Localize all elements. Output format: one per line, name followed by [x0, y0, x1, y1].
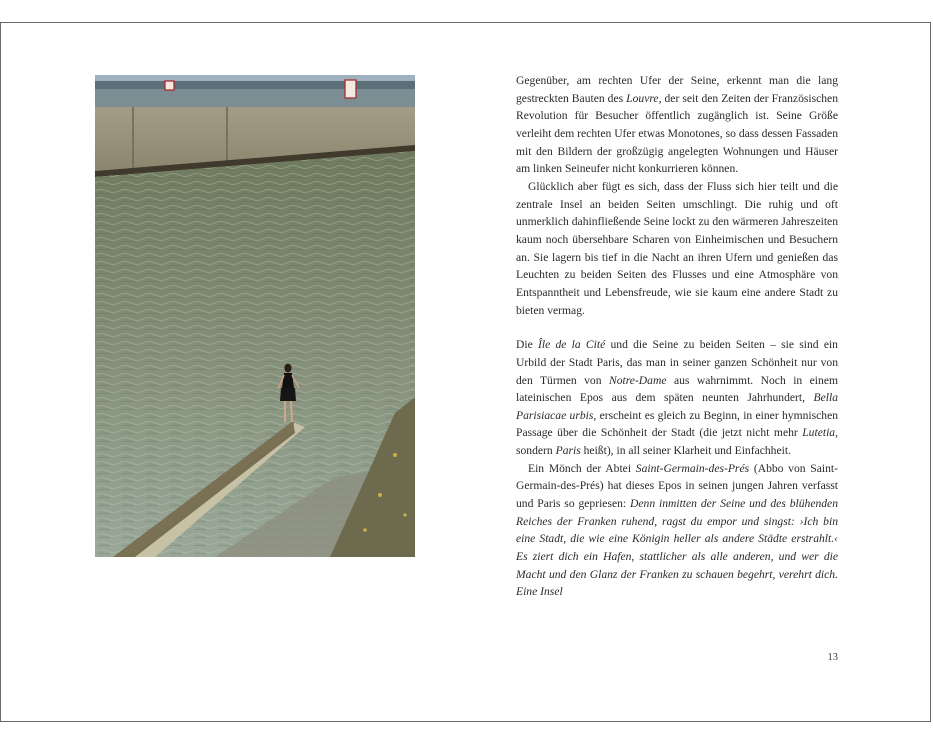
italic-text: Notre-Dame: [608, 373, 667, 387]
page-number: 13: [827, 652, 838, 663]
paragraph: Die Île de la Cité und die Seine zu beiden Seiten – sie sind ein Urbild der Stadt Paris, das man in seiner ganzen Schönheit nur von den Türmen von Notre-Dame aus wahrnimmt. Noch in einem lateinischen Epos aus dem späten neunten Jahrhundert, Bella Parisiacae urbis, erscheint es gleich zu Beginn, in einer hymnischen Passage über die Schönheit der Stadt (die jetzt nicht mehr Lutetia, sondern Paris heißt), in all seiner Klarheit und Einfachheit.: [516, 338, 839, 458]
italic-text: Louvre: [626, 91, 659, 105]
italic-text: Bella Parisiacae urbis: [516, 391, 838, 422]
italic-text: Île de la Cité: [537, 338, 606, 352]
paragraph: Glücklich aber fügt es sich, dass der Fluss sich hier teilt und die zentrale Insel an beiden Seiten umschlingt. Die ruhig und oft unmerklich dahinfließende Seine lockt zu den wärmeren Jahreszeiten kaum noch übersehbare Scharen von Einheimischen und Besuchern an. Sie lagern bis tief in die Nacht an ihren Ufern und genießen das Leuchten zu beiden Seiten des Flusses und eine Atmosphäre von Entspanntheit und Lebensfreude, wie sie kaum eine andere Stadt zu bieten vermag.: [516, 179, 838, 317]
photo-seine-quay: [95, 75, 415, 557]
italic-text: Lutetia: [802, 426, 836, 440]
paragraph: Gegenüber, am rechten Ufer der Seine, erkennt man die lang gestreckten Bauten des Louvre, der seit den Zeiten der Französischen Revolution für Besucher öffentlich zugänglich ist. Seine Größe verleiht dem rechten Ufer etwas Monotones, so dass dessen Fassaden mit den Bildern der großzügig angelegten Wohnungen und Häuser am linken Seineufer nicht konkurrieren können.: [516, 74, 838, 176]
photo-seine-woman-on-quay-icon: [95, 75, 415, 557]
paragraph: Ein Mönch der Abtei Saint-Germain-des-Prés (Abbo von Saint-Germain-des-Prés) hat dieses Epos in seinen jungen Jahren verfasst und Paris so gepriesen: Denn inmitten der Seine und des blühenden Reiches der Franken ruhend, ragst du empor und singst: ›Ich bin eine Stadt, die wie eine Königin heller als andere Städte erstrahlt.‹ Es ziert dich ein Hafen, stattlicher als alle anderen, und wer die Macht und den Glanz der Franken zu schauen begehrt, verehrt dich. Eine Insel: [516, 461, 839, 599]
body-text: [516, 72, 838, 601]
italic-text: Eine Insel: [516, 585, 563, 599]
italic-text: Paris: [555, 444, 581, 458]
italic-text: Saint-Germain-des-Prés: [635, 461, 750, 475]
italic-text: Denn inmitten der Seine und des blühenden Reiches der Franken ruhend, ragst du empor und singst: ›Ich bin eine Stadt, die wie eine Königin heller als andere Städte erstrahlt.‹ Es ziert dich ein Hafen, stattlicher als alle anderen, und wer die Macht und den Glanz der Franken zu schauen begehrt, verehrt dich.: [516, 497, 839, 581]
